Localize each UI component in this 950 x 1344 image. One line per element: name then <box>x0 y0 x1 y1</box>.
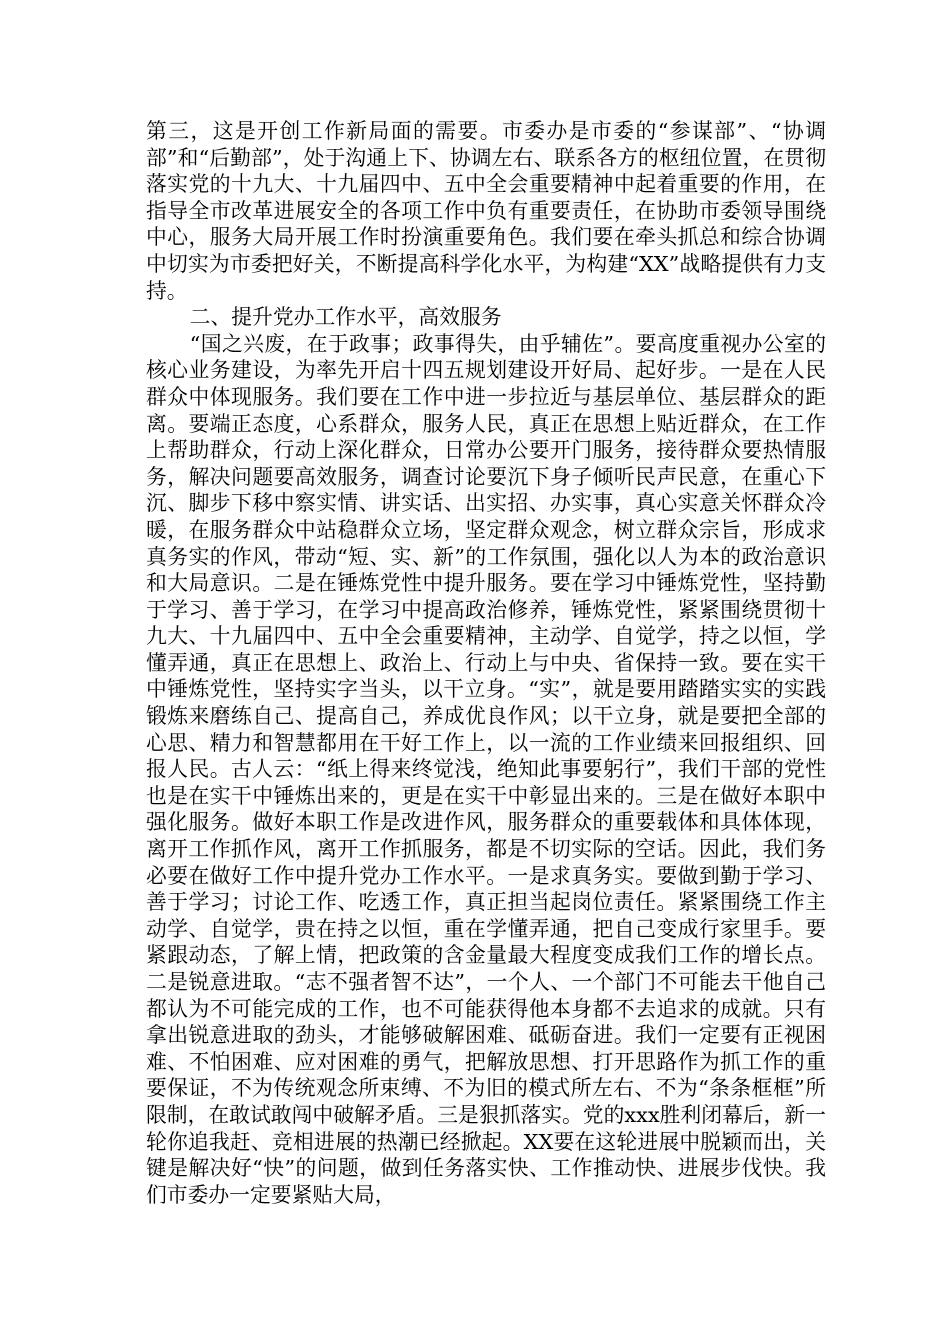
paragraph-service-body: “国之兴废，在于政事；政事得失，由乎辅佐”。要高度重视办公室的核心业务建设，为率先开启十四五规划建设开好局、起好步。一是在人民群众中体现服务。我们要在工作中进一步拉近与基层单位、基层群众的距离。要端正态度，心系群众，服务人民，真正在思想上贴近群众，在工作上帮助群众，行动上深化群众，日常办公要开门服务，接待群众要热情服务，解决问题要高效服务，调查讨论要沉下身子倾听民声民意，在重心下沉、脚步下移中察实情、讲实话、出实招、办实事，真心实意关怀群众冷暖，在服务群众中站稳群众立场，坚定群众观念，树立群众宗旨，形成求真务实的作风，带动“短、实、新”的工作氛围，强化以人为本的政治意识和大局意识。二是在锤炼党性中提升服务。要在学习中锤炼党性，坚持勤于学习、善于学习，在学习中提高政治修养，锤炼党性，紧紧围绕贯彻十九大、十九届四中、五中全会重要精神，主动学、自觉学，持之以恒，学懂弄通，真正在思想上、政治上、行动上与中央、省保持一致。要在实干中锤炼党性，坚持实字当头，以干立身。“实”，就是要用踏踏实实的实践锻炼来磨练自己、提高自己，养成优良作风；以干立身，就是要把全部的心思、精力和智慧都用在干好工作上，以一流的工作业绩来回报组织、回报人民。古人云：“纸上得来终觉浅，绝知此事要躬行”，我们干部的党性也是在实干中锤炼出来的，更是在实干中彰显出来的。三是在做好本职中强化服务。做好本职工作是改进作风，服务群众的重要载体和具体体现，离开工作抓作风，离开工作抓服务，都是不切实际的空话。因此，我们务必要在做好工作中提升党办工作水平。一是求真务实。要做到勤于学习、善于学习；讨论工作、吃透工作，真正担当起岗位责任。紧紧围绕工作主动学、自觉学，贵在持之以恒，重在学懂弄通，把自己变成行家里手。要紧跟动态，了解上情，把政策的含金量最大程度变成我们工作的增长点。二是锐意进取。“志不强者智不达”，一个人、一个部门不可能去干他自己都认为不可能完成的工作，也不可能获得他本身都不去追求的成就。只有拿出锐意进取的劲头，才能够破解困难、砥砺奋进。我们一定要有正视困难、不怕困难、应对困难的勇气，把解放思想、打开思路作为抓工作的重要保证，不为传统观念所束缚、不为旧的模式所左右、不为“条条框框”所限制，在敢试敢闯中破解矛盾。三是狠抓落实。党的xxx胜利闭幕后，新一轮你追我赶、竞相进展的热潮已经掀起。XX要在这轮进展中脱颖而出，关键是解决好“快”的问题，做到任务落实快、工作推动快、进展步伐快。我们市委办一定要紧贴大局， <box>146 331 826 1207</box>
document-body <box>146 118 826 1208</box>
section-heading-2: 二、提升党办工作水平，高效服务 <box>189 305 502 330</box>
paragraph-third-need: 第三，这是开创工作新局面的需要。市委办是市委的“参谋部”、“协调部”和“后勤部”，处于沟通上下、协调左右、联系各方的枢纽位置，在贯彻落实党的十九大、十九届四中、五中全会重要精神中起着重要的作用，在指导全市改革进展安全的各项工作中负有重要责任，在协助市委领导围绕中心，服务大局开展工作时扮演重要角色。我们要在牵头抓总和综合协调中切实为市委把好关，不断提高科学化水平，为构建“XX”战略提供有力支持。 <box>146 119 826 303</box>
